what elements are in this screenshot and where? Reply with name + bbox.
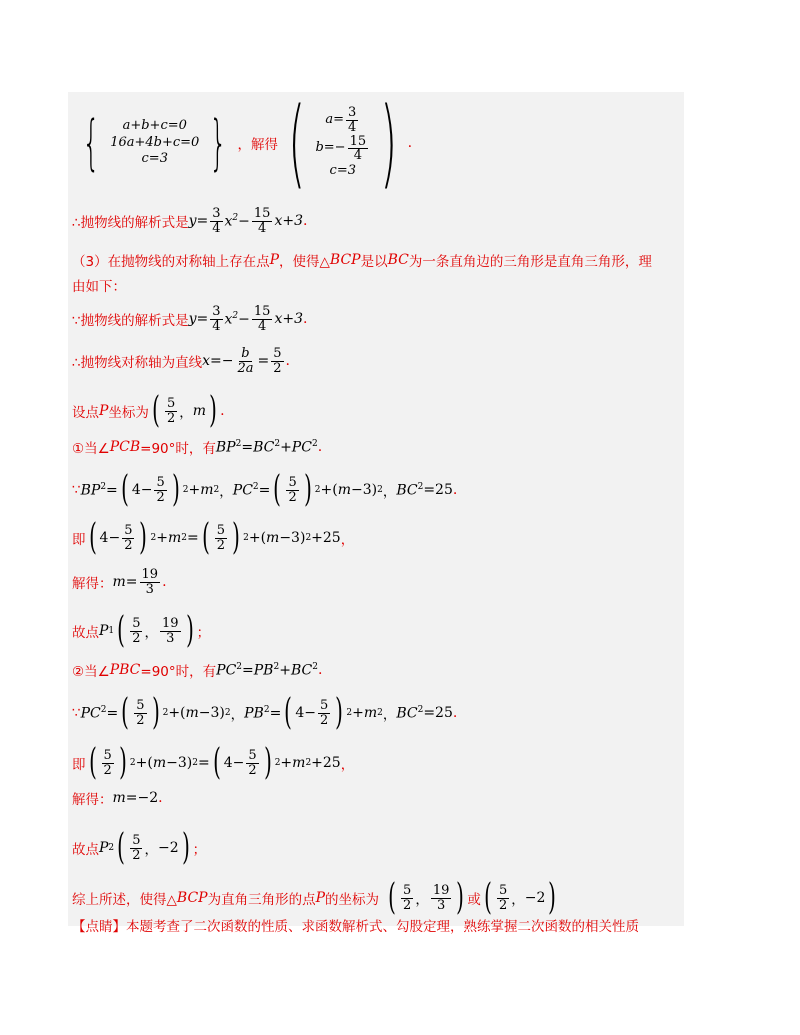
solution-system: ( a= $\frac{3}{4}$ b=− $\frac{15}{4}$ c=3 ) <box>288 87 398 199</box>
axis-line: ∴抛物线对称轴为直线 x=− $\frac{b}{2a}$ = $\frac{5}{2}$ . <box>72 346 290 376</box>
jiede1-line: 解得： m = $\frac{19}{3}$ . <box>72 567 167 597</box>
point-p1-line: 故点 P 1 ( $\frac{5}{2}$ ， $\frac{19}{3}$ ) ； <box>72 610 211 651</box>
because-bp-line: ∵ $BP^2=$ ( 4− $\frac{5}{2}$ ) 2 + m 2 ， $PC^2=$ ( $\frac{5}{2}$ ) 2 +( m −3) 2 ， $BC^2$ =25 . <box>72 469 458 510</box>
because-pc-line: ∵ $PC^2=$ ( $\frac{5}{2}$ ) 2 +( m −3) 2 ， $PB^2=$ ( 4− $\frac{5}{2}$ ) 2 + m 2 ， $BC^2$ =25 . <box>72 692 458 733</box>
solve-label: ，解得 <box>237 137 278 153</box>
dianjing-line: 【点睛】本题考查了二次函数的性质、求函数解析式、勾股定理，熟练掌握二次函数的相关性质 <box>72 919 639 935</box>
jiede2-line: 解得： m=−2 . <box>72 790 163 808</box>
ji1-line: 即 ( 4− $\frac{5}{2}$ ) 2 + m 2 = ( $\frac{5}{2}$ ) 2 +( m −3) 2 +25 ， <box>72 517 355 558</box>
eq3: c=3 <box>141 151 168 167</box>
case2-line: ②当∠ PBC =90°时，有 $PC^2=PB^2+BC^2$ . <box>72 661 323 680</box>
part3-line: （3）在抛物线的对称轴上存在点 P ，使得△ BCP 是以 BC 为一条直角边的三角形是直角三角形，理 <box>72 252 652 270</box>
eq1: a+b+c=0 <box>122 117 187 133</box>
point-p2-line: 故点 P 2 ( $\frac{5}{2}$ ， −2 ) ； <box>72 827 207 868</box>
set-point-line: 设点 P 坐标为 ( $\frac{5}{2}$ ， m ) . <box>72 390 225 431</box>
part3-cont: 由如下： <box>72 279 126 295</box>
case1-line: ①当∠ PCB =90°时，有 $BP^2=BC^2+PC^2$ . <box>72 438 323 457</box>
equation-system: { a+b+c=0 16a+4b+c=0 c=3 } <box>82 108 227 178</box>
ji2-line: 即 ( $\frac{5}{2}$ ) 2 +( m −3) 2 = ( 4− $\frac{5}{2}$ ) 2 + m 2 +25 ， <box>72 742 355 783</box>
parabola-result: ∴抛物线的解析式是 y= $\frac{3}{4}$ $x^2-$ $\frac{15}{4}$ x+3 . <box>72 206 308 236</box>
eq2: 16a+4b+c=0 <box>110 134 200 150</box>
system-line: { a+b+c=0 16a+4b+c=0 c=3 } ，解得 ( a= $\frac{3}{4}$ b=− $\frac{15}{4}$ c=3 ) . <box>72 95 412 191</box>
because-line: ∵抛物线的解析式是 y= $\frac{3}{4}$ $x^2-$ $\frac{15}{4}$ x+3 . <box>72 304 308 334</box>
summary-line: 综上所述，使得△ BCP 为直角三角形的点 P 的坐标为 ( $\frac{5}{2}$ ， $\frac{19}{3}$ ) 或 ( $\frac{5}{2}$ ， −2 ) <box>72 877 557 918</box>
